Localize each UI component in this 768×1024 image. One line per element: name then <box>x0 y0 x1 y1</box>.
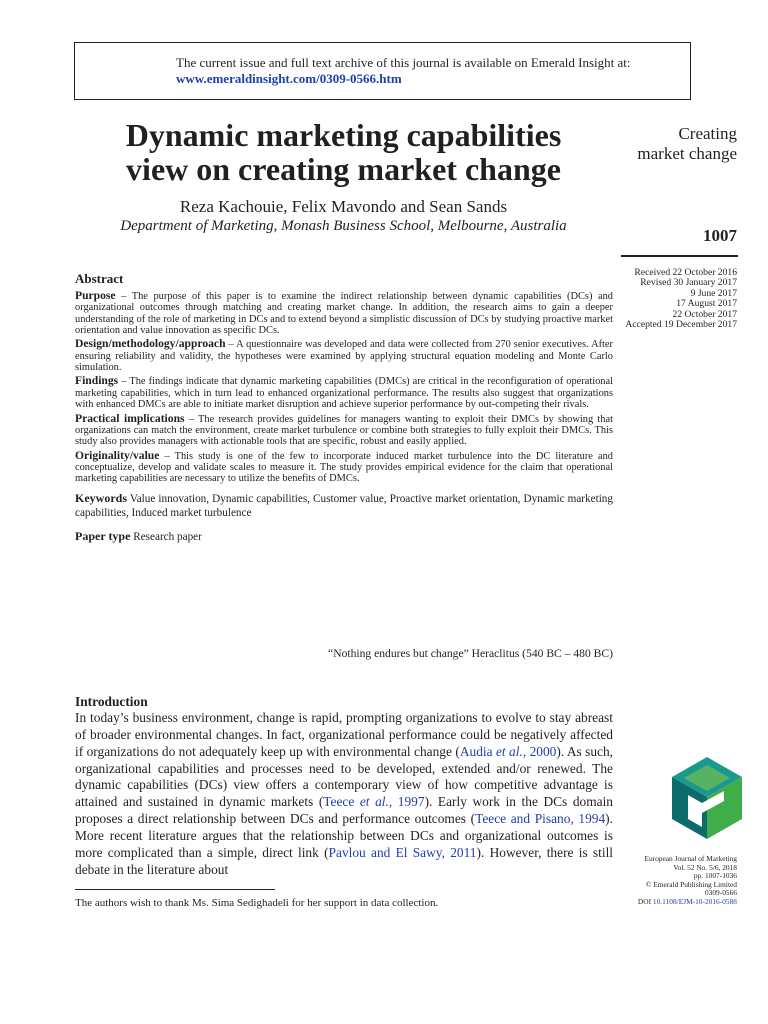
introduction-heading: Introduction <box>75 694 148 709</box>
citation-teece-year: , 1997 <box>388 794 425 810</box>
design-label: Design/methodology/approach <box>75 337 226 351</box>
citation-teece-etal: et al. <box>359 794 389 810</box>
abstract-heading: Abstract <box>75 271 124 286</box>
history-revised-3: 17 August 2017 <box>676 298 737 310</box>
abstract-purpose <box>75 290 613 336</box>
citation-teece-author: Teece <box>323 794 360 810</box>
journal-volume: Vol. 52 No. 5/6, 2018 <box>673 862 737 872</box>
journal-issn: 0309-0566 <box>704 888 737 898</box>
doi-label: DOI <box>637 896 653 906</box>
journal-info <box>600 855 737 907</box>
page-number: 1007 <box>703 226 737 245</box>
abstract-keywords <box>75 491 613 521</box>
doi-link[interactable]: 10.1108/EJM-10-2016-0588 <box>652 896 737 906</box>
findings-text: – The findings indicate that dynamic marketing capabilities (DMCs) are critical in the reconfiguration of operational marketing capabilities, which in turn lead to enhanced organizational performance. The results also suggest that organizations with enhanced DMCs are able to initiate market disruption and achieve superior performance by out-competing their rivals. <box>75 376 613 411</box>
journal-notice-text: The current issue and full text archive of this journal is available on Emerald Insight at: <box>176 55 631 70</box>
abstract <box>75 271 613 546</box>
abstract-practical <box>75 413 613 448</box>
running-head-line-1: Creating <box>678 124 737 143</box>
purpose-label: Purpose <box>75 289 116 302</box>
footnote-rule <box>75 889 275 890</box>
history-revised-4: 22 October 2017 <box>672 308 737 320</box>
citation-teece-1997[interactable] <box>323 794 424 809</box>
article-title-line-1: Dynamic marketing capabilities <box>125 117 562 153</box>
running-head-line-2: market change <box>637 144 737 163</box>
article-history <box>600 268 737 330</box>
originality-text: – This study is one of the few to incorporate induced market turbulence into the DC literature and conceptualize, develop and validate scales to measure it. The study provides empirical evidence for the claim that operational marketing capabilities are necessary to utilize the benefits of DMCs. <box>75 450 613 485</box>
practical-label: Practical implications <box>75 411 185 425</box>
abstract-originality <box>75 450 613 485</box>
paper-type-text: Research paper <box>130 530 202 543</box>
article-title-line-2: view on creating market change <box>126 151 561 187</box>
paper-type-label: Paper type <box>75 528 131 543</box>
article-affiliation: Department of Marketing, Monash Business School, Melbourne, Australia <box>120 218 567 234</box>
running-head <box>600 124 737 164</box>
design-text: – A questionnaire was developed and data were collected from 270 senior executives. After ensuring reliability and validity, the hypotheses were examined by applying structural equation modeling and Monte Carlo simulation. <box>75 339 613 373</box>
emerald-logo-icon <box>672 757 742 839</box>
intro-text-1: In today’s business environment, change is rapid, prompting organizations to evolve to stay abreast of broader environmental changes. In fact, organizational performance could be negatively affected if organizations do not adequately keep up with environmental change ( <box>75 710 613 759</box>
intro-text-4: ). More recent literature argues that the relationship between DCs and organizational outcomes is more complicated than a simple, direct link ( <box>75 811 613 860</box>
journal-archive-link[interactable]: www.emeraldinsight.com/0309-0566.htm <box>176 71 402 86</box>
acknowledgement-footnote: The authors wish to thank Ms. Sima Sedighadeli for her support in data collection. <box>75 897 439 909</box>
article-authors: Reza Kachouie, Felix Mavondo and Sean Sands <box>179 197 508 216</box>
citation-audia-author: Audia <box>459 743 496 759</box>
history-revised: Revised 30 January 2017 <box>640 277 737 289</box>
citation-audia-year: , 2000 <box>522 743 557 759</box>
findings-label: Findings <box>75 374 119 388</box>
abstract-design <box>75 338 613 373</box>
citation-audia-etal: et al. <box>495 743 523 759</box>
originality-label: Originality/value <box>75 448 160 462</box>
citation-teece-pisano[interactable]: Teece and Pisano, 1994 <box>475 811 606 827</box>
abstract-findings <box>75 375 613 410</box>
epigraph: “Nothing endures but change” Heraclitus (540 BC – 480 BC) <box>328 647 613 660</box>
purpose-text: – The purpose of this paper is to examine the indirect relationship between dynamic capabilities (DCs) and organizational outcomes through matching and creating market change. In addition, the research aims to gain a deeper understanding of the role of marketing in DCs and to extend beyond a simplistic discussion of DCs by studying proactive market orientation and value innovation as specific DCs. <box>75 291 613 336</box>
journal-pages: pp. 1007-1036 <box>693 871 737 881</box>
history-received: Received 22 October 2016 <box>634 267 737 278</box>
abstract-paper-type <box>75 529 613 544</box>
introduction-body <box>75 710 613 878</box>
practical-text: – The research provides guidelines for managers wanting to exploit their DMCs by showing that organizations can match the environment, create market turbulence or combine both strategies to fully exploit their DMCs. This study also provides managers with actionable tools that are specific, robust and easily applied. <box>75 413 613 448</box>
journal-publisher: © Emerald Publishing Limited <box>645 879 737 889</box>
history-revised-2: 9 June 2017 <box>690 287 737 299</box>
intro-text-5: ). However, there is still debate in the literature about <box>75 844 614 877</box>
citation-pavlou[interactable]: Pavlou and El Sawy, 2011 <box>328 844 477 860</box>
keywords-label: Keywords <box>75 490 127 505</box>
intro-text-2: ). As such, organizational capabilities and processes need to be developed, extended and/or renewed. The dynamic capabilities (DCs) view offers a contemporary view of how competitive advantage is attained and sustained in dynamic markets ( <box>75 743 614 810</box>
citation-audia[interactable] <box>460 744 557 759</box>
intro-text-3: ). Early work in the DCs domain proposes a direct relationship between DCs and performance outcomes ( <box>75 794 613 827</box>
sidebar-rule <box>621 255 738 257</box>
article-title <box>80 118 607 186</box>
history-accepted: Accepted 19 December 2017 <box>625 319 737 331</box>
journal-name: European Journal of Marketing <box>644 854 737 863</box>
journal-doi <box>600 898 737 907</box>
keywords-text: Value innovation, Dynamic capabilities, Customer value, Proactive market orientation, Dynamic marketing capabilities, Induced market turbulence <box>75 492 613 520</box>
